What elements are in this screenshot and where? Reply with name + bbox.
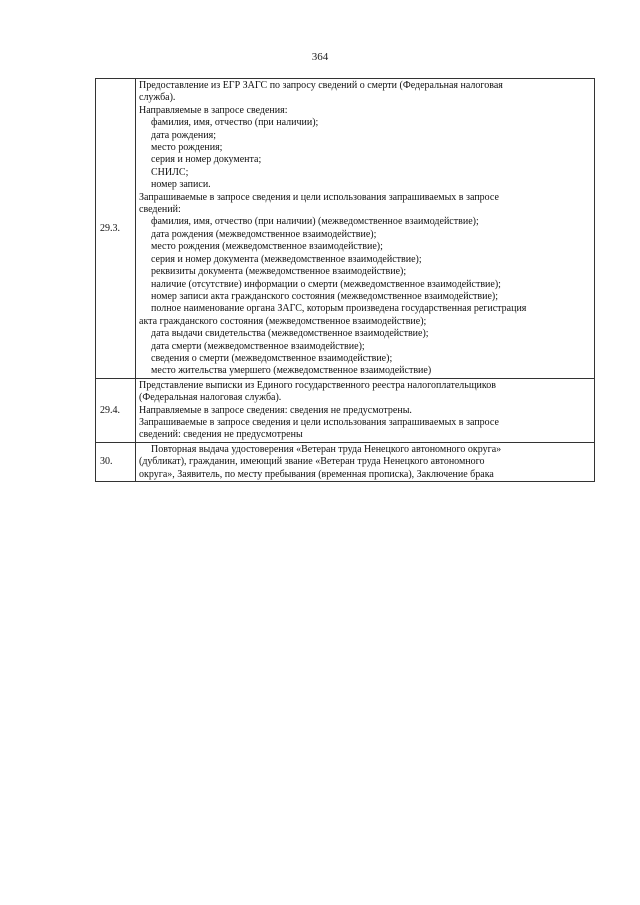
- content-line: сведений:: [139, 204, 181, 216]
- table-row: [96, 378, 595, 442]
- document-table: [95, 78, 595, 482]
- content-line: номер записи.: [151, 179, 211, 191]
- content-line: полное наименование органа ЗАГС, которым произведена государственная регистрация: [151, 303, 527, 315]
- content-line: Запрашиваемые в запросе сведения и цели использования запрашиваемых в запросе: [139, 416, 499, 428]
- content-line: номер записи акта гражданского состояния (межведомственное взаимодействие);: [151, 290, 499, 302]
- content-line: дата рождения;: [151, 129, 216, 141]
- content-line: место рождения;: [151, 142, 223, 154]
- content-line: Повторная выдача удостоверения «Ветеран труда Ненецкого автономного округа»: [151, 443, 502, 455]
- row-content: [136, 378, 595, 442]
- content-line: дата выдачи свидетельства (межведомственное взаимодействие);: [151, 328, 429, 340]
- table-row: [96, 442, 595, 481]
- content-line: сведений: сведения не предусмотрены: [139, 429, 303, 441]
- content-line: Направляемые в запросе сведения:: [139, 104, 288, 116]
- content-line: фамилия, имя, отчество (при наличии) (межведомственное взаимодействие);: [151, 216, 479, 228]
- content-line: дата рождения (межведомственное взаимодействие);: [151, 228, 377, 240]
- content-line: Предоставление из ЕГР ЗАГС по запросу сведений о смерти (Федеральная налоговая: [139, 80, 503, 91]
- content-line: служба).: [139, 92, 176, 104]
- content-line: реквизиты документа (межведомственное взаимодействие);: [151, 266, 407, 278]
- content-line: дата смерти (межведомственное взаимодействие);: [151, 340, 365, 352]
- content-line: фамилия, имя, отчество (при наличии);: [151, 117, 319, 129]
- content-line: место жительства умершего (межведомственное взаимодействие): [151, 365, 432, 377]
- content-line: место рождения (межведомственное взаимодействие);: [151, 241, 383, 253]
- content-line: Запрашиваемые в запросе сведения и цели использования запрашиваемых в запросе: [139, 191, 499, 203]
- content-line: сведения о смерти (межведомственное взаимодействие);: [151, 352, 393, 364]
- row-content: [136, 79, 595, 379]
- content-line: Направляемые в запросе сведения: сведения не предусмотрены.: [139, 404, 412, 416]
- page-number: 364: [311, 51, 329, 63]
- row-number: 30.: [96, 442, 136, 481]
- row-number: 29.4.: [96, 378, 136, 442]
- content-line: округа», Заявитель, по месту пребывания (временная прописка), Заключение брака: [139, 468, 494, 480]
- row-number: 29.3.: [96, 79, 136, 379]
- content-line: серия и номер документа (межведомственное взаимодействие);: [151, 253, 422, 265]
- content-line: Представление выписки из Единого государственного реестра налогоплательщиков: [139, 379, 496, 391]
- row-content: [136, 442, 595, 481]
- table-row: [96, 79, 595, 379]
- content-line: (Федеральная налоговая служба).: [139, 392, 282, 404]
- content-line: (дубликат), гражданин, имеющий звание «Ветеран труда Ненецкого автономного: [139, 456, 485, 468]
- content-line: акта гражданского состояния (межведомственное взаимодействие);: [139, 315, 427, 327]
- content-line: серия и номер документа;: [151, 154, 262, 166]
- content-line: наличие (отсутствие) информации о смерти (межведомственное взаимодействие);: [151, 278, 501, 290]
- table-body: [96, 79, 595, 482]
- content-line: СНИЛС;: [151, 166, 189, 178]
